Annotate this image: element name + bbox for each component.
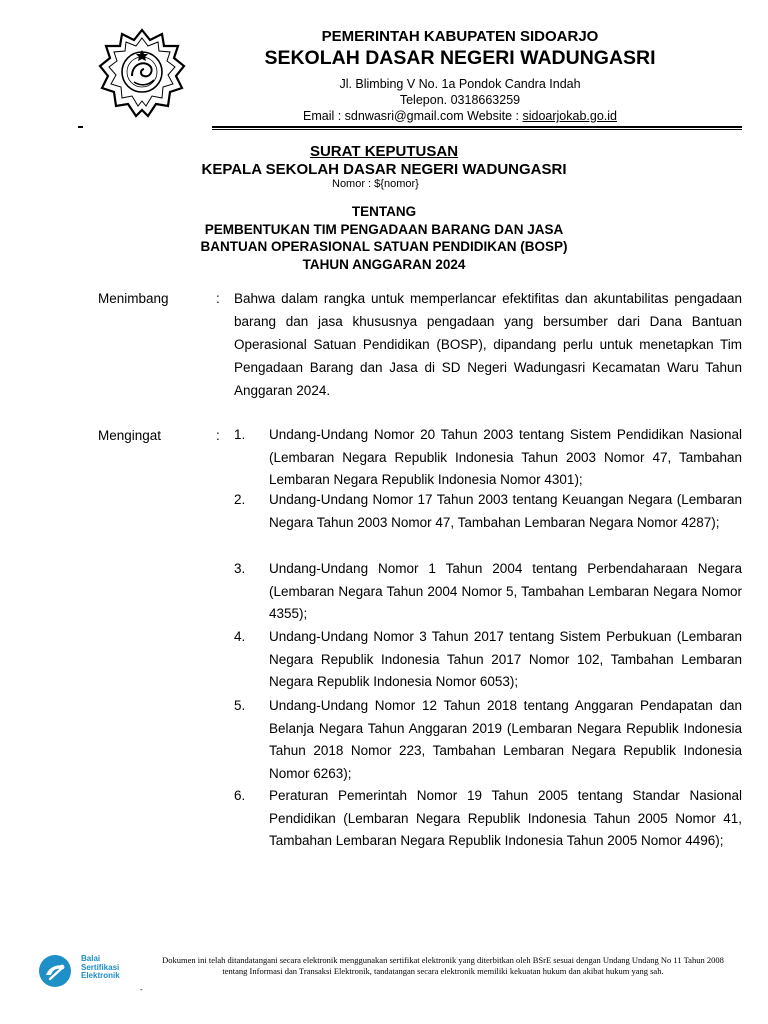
bsre-label <box>81 955 120 981</box>
school-contact <box>200 108 720 124</box>
website-link[interactable]: sidoarjokab.go.id <box>522 109 617 123</box>
bsre-logo-icon <box>38 954 72 988</box>
sidoarjo-emblem-icon <box>96 26 188 122</box>
school-phone: Telepon. 0318663259 <box>399 93 521 107</box>
bsre-label-line-1: Balai <box>81 954 101 963</box>
mengingat-item <box>234 424 742 492</box>
decree-number: Nomor : ${nomor} <box>332 178 419 190</box>
item-number: 2. <box>234 492 246 507</box>
item-text: Undang-Undang Nomor 20 Tahun 2003 tentang Sistem Pendidikan Nasional (Lembaran Negara Republik Indonesia Tahun 2003 Nomor 47, Tambahan Lembaran Negara Republik Indonesia Nomor 4301); <box>269 427 742 487</box>
footer-dash: - <box>140 985 143 994</box>
decree-subject <box>0 203 768 273</box>
menimbang-label: Menimbang <box>98 291 169 306</box>
subject-line-1: PEMBENTUKAN TIM PENGADAAN BARANG DAN JASA <box>204 221 564 237</box>
subject-line-2: BANTUAN OPERASIONAL SATUAN PENDIDIKAN (BOSP) <box>200 239 568 254</box>
menimbang-colon: : <box>216 291 220 306</box>
item-text: Undang-Undang Nomor 12 Tahun 2018 tentang Anggaran Pendapatan dan Belanja Negara Tahun Anggaran 2019 (Lembaran Negara Republik Indonesia Tahun 2018 Nomor 223, Tambahan Lembaran Negara Republik Indonesia Nomor 6263); <box>269 698 742 781</box>
mengingat-item <box>234 489 742 534</box>
letterhead-rule <box>212 126 742 128</box>
subject-line-3: TAHUN ANGGARAN 2024 <box>302 256 466 272</box>
contact-email-text: Email : sdnwasri@gmail.com Website : <box>303 109 523 123</box>
letterhead-rule-mark <box>78 126 83 128</box>
subject-heading: TENTANG <box>351 204 417 219</box>
mengingat-item <box>234 558 742 626</box>
item-number: 3. <box>234 561 246 576</box>
school-address: Jl. Blimbing V No. 1a Pondok Candra Indah <box>339 77 581 91</box>
bsre-label-line-3: Elektronik <box>81 971 120 980</box>
bsre-label-line-2: Sertifikasi <box>81 962 120 972</box>
item-number: 6. <box>234 788 246 803</box>
decree-issuer: KEPALA SEKOLAH DASAR NEGERI WADUNGASRI <box>201 161 567 178</box>
letterhead-rule-thin <box>212 129 742 130</box>
letterhead <box>200 28 720 124</box>
mengingat-item <box>234 695 742 785</box>
item-number: 5. <box>234 698 246 713</box>
item-text: Undang-Undang Nomor 3 Tahun 2017 tentang Sistem Perbukuan (Lembaran Negara Republik Indonesia Tahun 2017 Nomor 102, Tambahan Lembaran Negara Republik Indonesia Nomor 6053); <box>269 629 742 689</box>
item-text: Undang-Undang Nomor 1 Tahun 2004 tentang Perbendaharaan Negara (Lembaran Negara Tahun 2004 Nomor 5, Tambahan Lembaran Negara Nomor 4355); <box>269 561 742 621</box>
item-text: Peraturan Pemerintah Nomor 19 Tahun 2005 tentang Standar Nasional Pendidikan (Lembaran Negara Republik Indonesia Tahun 2005 Nomor 41, Tambahan Lembaran Negara Republik Indonesia Tahun 2005 Nomor 4496); <box>269 788 742 848</box>
item-text: Undang-Undang Nomor 17 Tahun 2003 tentang Keuangan Negara (Lembaran Negara Tahun 2003 Nomor 47, Tambahan Lembaran Negara Nomor 4287); <box>269 492 742 530</box>
mengingat-label: Mengingat <box>98 428 162 443</box>
esignature-disclaimer: Dokumen ini telah ditandatangani secara elektronik menggunakan sertifikat elektronik yang diterbitkan oleh BSrE sesuai dengan Undang Undang No 11 Tahun 2008 tentang Informasi dan Transaksi Elektronik, tandatangan secara elektronik memiliki kekuatan hukum dan akibat hukum yang sah. <box>162 955 724 976</box>
item-number: 1. <box>234 427 246 442</box>
item-number: 4. <box>234 629 246 644</box>
mengingat-colon: : <box>216 428 220 443</box>
school-name: SEKOLAH DASAR NEGERI WADUNGASRI <box>264 47 656 69</box>
mengingat-item <box>234 785 742 853</box>
government-name: PEMERINTAH KABUPATEN SIDOARJO <box>321 28 599 45</box>
decree-title: SURAT KEPUTUSAN <box>309 143 459 160</box>
mengingat-item <box>234 626 742 694</box>
menimbang-text: Bahwa dalam rangka untuk memperlancar efektifitas dan akuntabilitas pengadaan barang dan jasa khususnya pengadaan yang bersumber dari Dana Bantuan Operasional Satuan Pendidikan (BOSP), dipandang perlu untuk menetapkan Tim Pengadaan Barang dan Jasa di SD Negeri Wadungasri Kecamatan Waru Tahun Anggaran 2024. <box>234 291 742 398</box>
